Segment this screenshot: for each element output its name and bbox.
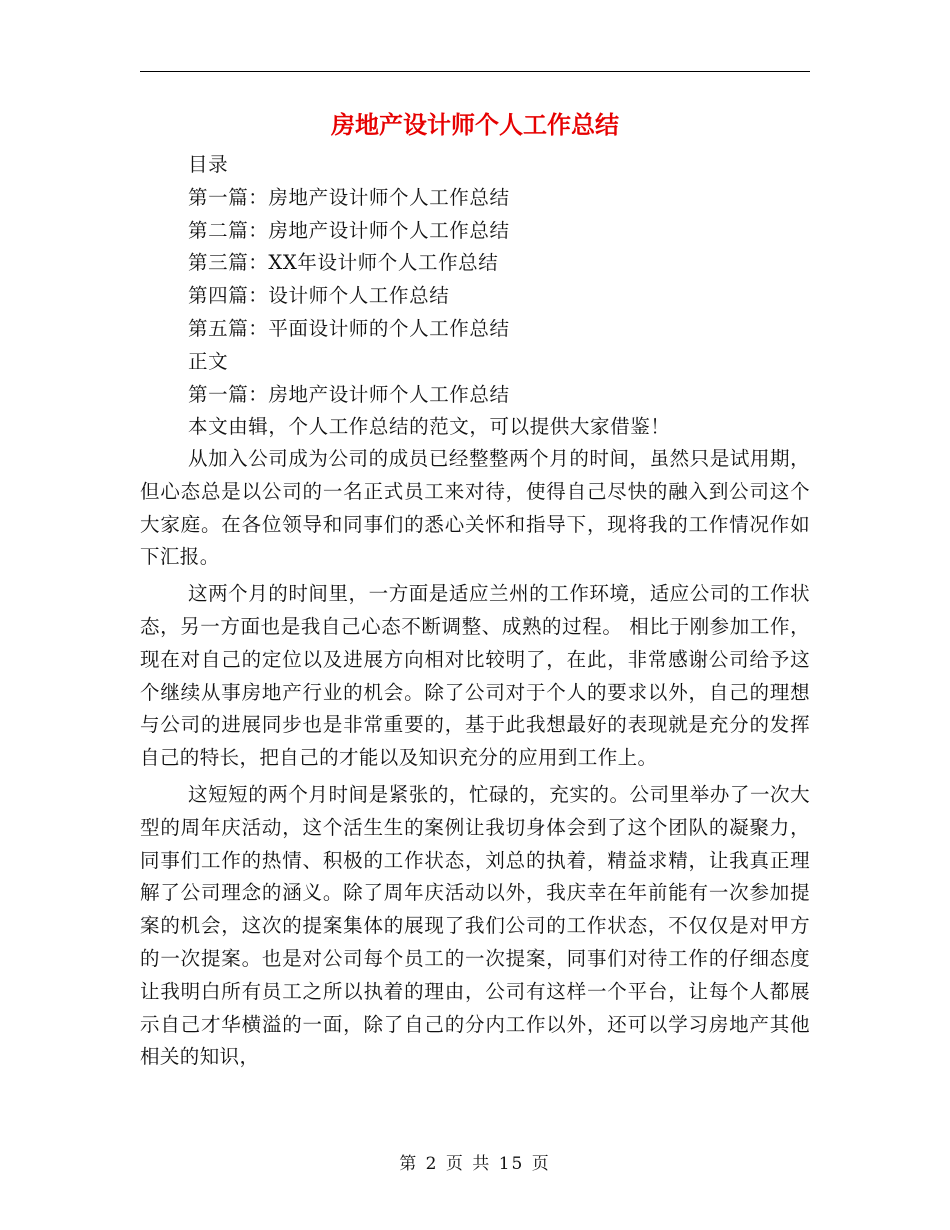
paragraph: 这短短的两个月时间是紧张的，忙碌的，充实的。公司里举办了一次大型的周年庆活动，这个活生生的案例让我切身体会到了这个团队的凝聚力，同事们工作的热情、积极的工作状态，刘总的执着，精益求精，让我真正理解了公司理念的涵义。除了周年庆活动以外，我庆幸在年前能有一次参加提案的机会，这次的提案集体的展现了我们公司的工作状态，不仅仅是对甲方的一次提案。也是对公司每个员工的一次提案，同事们对待工作的仔细态度让我明白所有员工之所以执着的理由，公司有这样一个平台，让每个人都展示自己才华横溢的一面，除了自己的分内工作以外，还可以学习房地产其他相关的知识， bbox=[140, 782, 810, 1069]
toc-item-3: 第三篇：XX年设计师个人工作总结 bbox=[188, 251, 499, 275]
toc-item-1: 第一篇：房地产设计师个人工作总结 bbox=[188, 185, 510, 209]
toc-item-5: 第五篇：平面设计师的个人工作总结 bbox=[188, 316, 510, 340]
table-of-contents bbox=[188, 149, 810, 444]
paragraph: 这两个月的时间里，一方面是适应兰州的工作环境，适应公司的工作状态，另一方面也是我自己心态不断调整、成熟的过程。 相比于刚参加工作，现在对自己的定位以及进展方向相对比较明了，在此，非常感谢公司给予这个继续从事房地产行业的机会。除了公司对于个人的要求以外，自己的理想与公司的进展同步也是非常重要的，基于此我想最好的表现就是充分的发挥自己的特长，把自己的才能以及知识充分的应用到工作上。 bbox=[140, 582, 810, 770]
body-heading: 正文 bbox=[188, 349, 229, 373]
body-text bbox=[140, 443, 810, 1078]
toc-item-2: 第二篇：房地产设计师个人工作总结 bbox=[188, 218, 510, 242]
document-title: 房地产设计师个人工作总结 bbox=[331, 110, 619, 139]
intro-line: 本文由辑，个人工作总结的范文，可以提供大家借鉴！ bbox=[188, 415, 671, 439]
chapter-heading: 第一篇：房地产设计师个人工作总结 bbox=[188, 382, 510, 406]
page-number: 第 2 页 共 15 页 bbox=[399, 1154, 551, 1174]
toc-item-4: 第四篇：设计师个人工作总结 bbox=[188, 284, 450, 308]
header-rule bbox=[140, 71, 810, 72]
toc-heading: 目录 bbox=[188, 153, 229, 176]
paragraph: 从加入公司成为公司的成员已经整整两个月的时间，虽然只是试用期，但心态总是以公司的一名正式员工来对待，使得自己尽快的融入到公司这个大家庭。在各位领导和同事们的悉心关怀和指导下，现将我的工作情况作如下汇报。 bbox=[140, 447, 810, 569]
